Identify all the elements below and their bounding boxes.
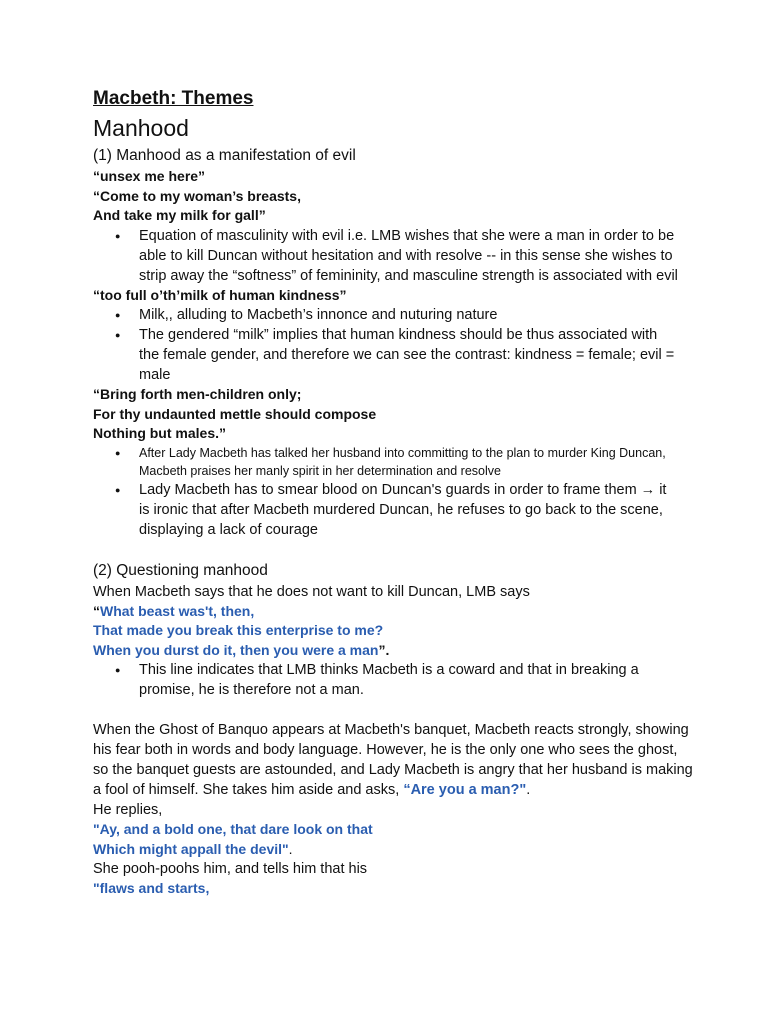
banquo-paragraph — [93, 720, 693, 800]
section-heading-manhood: Manhood — [93, 115, 189, 141]
bullet-list-1 — [93, 226, 693, 286]
quote-human-kindness: “too full o’th’milk of human kindness” — [93, 286, 347, 303]
list-item: ● Lady Macbeth has to smear blood on Duncan's guards in order to frame them → it is ironic that after Macbeth murdered Duncan, he refuses to go back to the scene, displaying a lack of courage — [139, 480, 679, 540]
pooh-text: She pooh-poohs him, and tells him that his — [93, 861, 368, 877]
spacer — [93, 540, 693, 560]
quote-milk-gall: And take my milk for gall” — [93, 207, 266, 223]
quote-bold-one: "Ay, and a bold one, that dare look on that — [93, 821, 373, 837]
document-title: Macbeth: Themes — [93, 88, 254, 109]
intro-paragraph: When Macbeth says that he does not want to kill Duncan, LMB says — [93, 583, 530, 600]
list-item: ● This line indicates that LMB thinks Macbeth is a coward and that in breaking a promise, he is therefore not a man. — [139, 660, 679, 700]
banquo-text: When the Ghost of Banquo appears at Macbeth's banquet, Macbeth reacts strongly, showing his fear both in words and body language. However, he is the only one who sees the ghost, so the banquet guests are astounded, and Lady Macbeth is angry that her husband is making a fool of himself. She takes him aside and asks, — [93, 722, 693, 798]
quote-breasts: “Come to my woman’s breasts, — [93, 187, 301, 204]
quote-open-mark: “ — [93, 602, 100, 619]
quote-close-mark: ”. — [378, 641, 390, 658]
bullet-list-4 — [93, 660, 693, 700]
quote-appall-text: Which might appall the devil" — [93, 840, 289, 857]
quote-flaws-starts: "flaws and starts, — [93, 880, 210, 896]
quote-beast-line — [93, 602, 693, 622]
document-page — [93, 86, 693, 899]
spacer — [93, 700, 693, 720]
banquo-period: . — [526, 782, 531, 798]
list-item: ● The gendered “milk” implies that human kindness should be thus associated with the female gender, and therefore we can see the contrast: kindness = female; evil = male — [139, 325, 679, 385]
subheading-questioning-manhood: (2) Questioning manhood — [93, 561, 268, 579]
quote-appall-line — [93, 840, 693, 860]
list-item: ● Milk,, alluding to Macbeth’s innonce and nuturing nature — [139, 305, 679, 325]
reply-period: . — [288, 840, 293, 857]
quote-beast-text: What beast was't, then, — [100, 602, 255, 619]
bullet-list-3 — [93, 444, 693, 540]
quote-durst-line — [93, 641, 693, 661]
bullet-list-2 — [93, 305, 693, 385]
quote-nothing-but-males: Nothing but males.” — [93, 425, 226, 441]
quote-durst-text: When you durst do it, then you were a man — [93, 641, 379, 658]
quote-are-you-a-man: “Are you a man?" — [403, 782, 527, 798]
quote-undaunted-mettle: For thy undaunted mettle should compose — [93, 405, 377, 422]
list-item: ● Equation of masculinity with evil i.e. LMB wishes that she were a man in order to be able to kill Duncan without hesitation and with resolve -- in this sense she wishes to strip away the “softness” of femininity, and masculine strength is associated with evil — [139, 226, 679, 286]
quote-unsex: “unsex me here” — [93, 168, 206, 184]
subheading-manhood-evil: (1) Manhood as a manifestation of evil — [93, 147, 356, 164]
quote-men-children: “Bring forth men-children only; — [93, 386, 302, 402]
list-item: ● After Lady Macbeth has talked her husband into committing to the plan to murder King Duncan, Macbeth praises her manly spirit in her determination and resolve — [139, 444, 679, 480]
quote-enterprise: That made you break this enterprise to me? — [93, 622, 384, 638]
replies-text: He replies, — [93, 802, 163, 818]
